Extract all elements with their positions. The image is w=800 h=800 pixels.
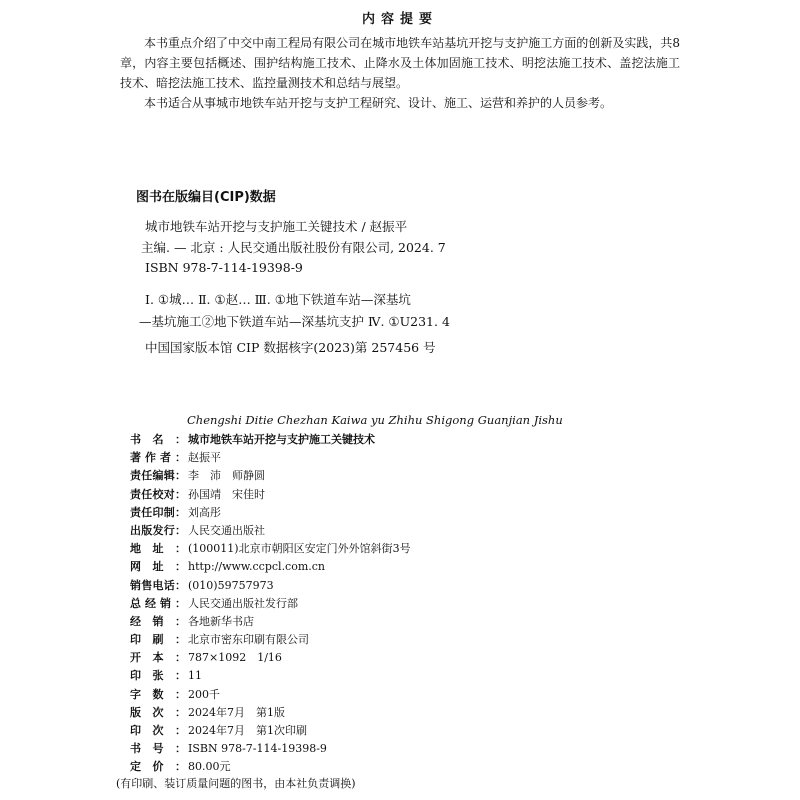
- info-row-format: [130, 649, 411, 667]
- info-label: 书号：: [130, 742, 186, 756]
- info-value: 80.00元: [188, 760, 231, 774]
- info-label: 书名：: [130, 433, 186, 446]
- info-row-website: [130, 558, 411, 576]
- info-label: 总经销：: [130, 596, 186, 610]
- pinyin-title: Chengshi Ditie Chezhan Kaiwa yu Zhihu Shigong Guanjian Jishu: [187, 413, 563, 427]
- info-label: 责任编辑：: [130, 469, 186, 483]
- info-row-print-supervisor: [130, 504, 411, 522]
- info-row-general-distributor: [130, 595, 411, 613]
- info-value: ISBN 978-7-114-19398-9: [188, 742, 327, 756]
- info-row-sales-phone: [130, 577, 411, 595]
- info-row-isbn: [130, 740, 411, 758]
- cip-isbn: ISBN 978-7-114-19398-9: [145, 260, 303, 275]
- info-row-edition: [130, 704, 411, 722]
- info-label: 印张：: [130, 669, 186, 683]
- info-label: 责任校对：: [130, 487, 186, 501]
- info-value: 人民交通出版社: [188, 523, 265, 537]
- info-value: 2024年7月 第1版: [188, 705, 285, 719]
- info-label: 印刷：: [130, 633, 186, 647]
- info-label: 网址：: [130, 560, 186, 574]
- info-label: 印次：: [130, 724, 186, 737]
- info-value: 李 沛 师静圆: [188, 469, 265, 483]
- info-row-editor: [130, 467, 411, 485]
- info-row-address: [130, 540, 411, 558]
- info-value: 人民交通出版社发行部: [188, 596, 298, 610]
- info-row-distributor: [130, 613, 411, 631]
- info-row-word-count: [130, 686, 411, 704]
- publication-info-list: [130, 431, 411, 777]
- website-link[interactable]: http://www.ccpcl.com.cn: [188, 560, 326, 574]
- info-label: 著作者：: [130, 451, 186, 465]
- info-value: 刘高彤: [188, 505, 221, 519]
- info-row-impression: [130, 722, 411, 740]
- info-label: 定价：: [130, 760, 186, 774]
- info-label: 版次：: [130, 705, 186, 719]
- info-value: 2024年7月 第1次印刷: [188, 724, 307, 737]
- info-label: 销售电话：: [130, 578, 186, 592]
- summary-paragraph: 本书重点介绍了中交中南工程局有限公司在城市地铁车站基坑开挖与支护施工方面的创新及实践，共8章，内容主要包括概述、围护结构施工技术、止降水及土体加固施工技术、明挖法施工技术、盖挖法施工技术、暗挖法施工技术、监控量测技术和总结与展望。: [120, 36, 680, 90]
- info-label: 开本：: [130, 651, 186, 665]
- info-value: 200千: [188, 687, 220, 701]
- info-value: (100011)北京市朝阳区安定门外外馆斜街3号: [188, 542, 411, 556]
- cip-heading: 图书在版编目(CIP)数据: [136, 190, 276, 205]
- info-value: 赵振平: [188, 451, 221, 465]
- info-row-title: [130, 431, 411, 449]
- cip-record-number: 中国国家版本馆 CIP 数据核字(2023)第 257456 号: [145, 340, 436, 355]
- info-value: 各地新华书店: [188, 614, 254, 628]
- info-value: (010)59757973: [188, 578, 274, 592]
- info-value: 11: [188, 669, 202, 683]
- info-label: 地址：: [130, 542, 186, 556]
- quality-guarantee-note: (有印刷、装订质量问题的图书，由本社负责调换): [116, 777, 356, 790]
- cip-line: Ⅰ. ①城… Ⅱ. ①赵… Ⅲ. ①地下铁道车站—深基坑: [145, 292, 411, 307]
- info-row-printer: [130, 631, 411, 649]
- summary-title: 内容提要: [361, 12, 438, 27]
- info-value: 787×1092 1/16: [188, 651, 282, 665]
- info-label: 出版发行：: [130, 523, 186, 537]
- info-row-author: [130, 449, 411, 467]
- cip-line: —基坑施工②地下铁道车站—深基坑支护 Ⅳ. ①U231. 4: [139, 314, 450, 329]
- info-value: 城市地铁车站开挖与支护施工关键技术: [188, 433, 375, 446]
- cip-line: 城市地铁车站开挖与支护施工关键技术 / 赵振平: [145, 219, 408, 234]
- cip-line: 主编. — 北京 : 人民交通出版社股份有限公司, 2024. 7: [141, 240, 446, 255]
- info-row-price: [130, 758, 411, 776]
- info-value: 孙国靖 宋佳时: [188, 487, 265, 501]
- info-label: 字数：: [130, 687, 186, 701]
- info-row-proofreader: [130, 486, 411, 504]
- info-label: 经销：: [130, 614, 186, 628]
- summary-paragraph: 本书适合从事城市地铁车站开挖与支护工程研究、设计、施工、运营和养护的人员参考。: [144, 96, 613, 110]
- info-row-sheets: [130, 667, 411, 685]
- info-value: 北京市密东印刷有限公司: [188, 633, 309, 647]
- info-row-publisher: [130, 522, 411, 540]
- info-label: 责任印制：: [130, 505, 186, 519]
